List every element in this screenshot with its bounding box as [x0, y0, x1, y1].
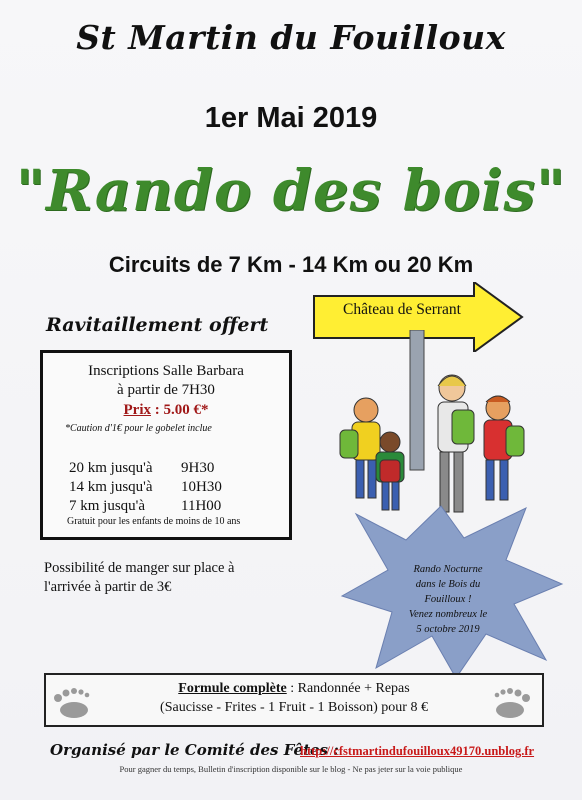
formule-desc: : Randonnée + Repas — [286, 681, 410, 696]
meal-line: Possibilité de manger sur place à — [44, 560, 235, 576]
formule-box — [44, 673, 544, 727]
nocturne-line: Venez nombreux le — [408, 609, 488, 620]
formule-title — [46, 681, 542, 697]
caution-note: *Caution d'1€ pour le gobelet inclue — [65, 423, 212, 434]
nocturne-text — [388, 562, 508, 637]
nocturne-line: Rando Nocturne — [413, 564, 483, 575]
footprint-left-icon — [50, 686, 94, 722]
meal-line: l'arrivée à partir de 3€ — [44, 579, 172, 595]
formule-details: (Saucisse - Frites - 1 Fruit - 1 Boisson) pour 8 € — [160, 700, 428, 715]
schedule-time: 10H30 — [181, 479, 222, 495]
event-date: 1er Mai 2019 — [204, 102, 378, 134]
schedule-distance: 7 km jusqu'à — [69, 498, 146, 514]
blog-link[interactable]: http://cfstmartindufouilloux49170.unblog.fr — [300, 744, 535, 758]
schedule-row — [69, 460, 214, 477]
circuits-line: Circuits de 7 Km - 14 Km ou 20 Km — [108, 252, 474, 277]
free-children-note: Gratuit pour les enfants de moins de 10 ans — [67, 516, 241, 527]
star-burst-icon — [336, 500, 566, 680]
formule-label: Formule complète — [178, 681, 287, 696]
schedule-row — [69, 498, 221, 515]
footprint-right-icon — [490, 686, 534, 722]
nocturne-line: 5 octobre 2019 — [416, 624, 480, 635]
inscriptions-place: Inscriptions Salle Barbara — [88, 363, 244, 379]
signpost-label: Château de Serrant — [343, 301, 461, 318]
event-name: "Rando des bois" — [15, 158, 567, 224]
schedule-distance: 14 km jusqu'à — [69, 479, 153, 495]
schedule-row — [69, 479, 222, 496]
nocturne-line: Fouilloux ! — [424, 594, 472, 605]
inscriptions-box — [40, 350, 292, 540]
price-line — [43, 402, 289, 419]
schedule-time: 9H30 — [181, 460, 215, 476]
ravitaillement-heading: Ravitaillement offert — [46, 314, 269, 336]
village-title: St Martin du Fouilloux — [76, 18, 506, 57]
price-label: Prix — [123, 402, 151, 418]
inscriptions-start: à partir de 7H30 — [117, 382, 215, 398]
price-value: : 5.00 €* — [151, 402, 209, 418]
meal-info — [44, 559, 274, 597]
schedule-distance: 20 km jusqu'à — [69, 460, 153, 476]
schedule-time: 11H00 — [181, 498, 222, 514]
organiser-line: Organisé par le Comité des Fêtes : — [50, 741, 339, 759]
footer-note: Pour gagner du temps, Bulletin d'inscription disponible sur le blog - Ne pas jeter sur la voie publique — [119, 764, 463, 774]
nocturne-line: dans le Bois du — [415, 579, 481, 590]
